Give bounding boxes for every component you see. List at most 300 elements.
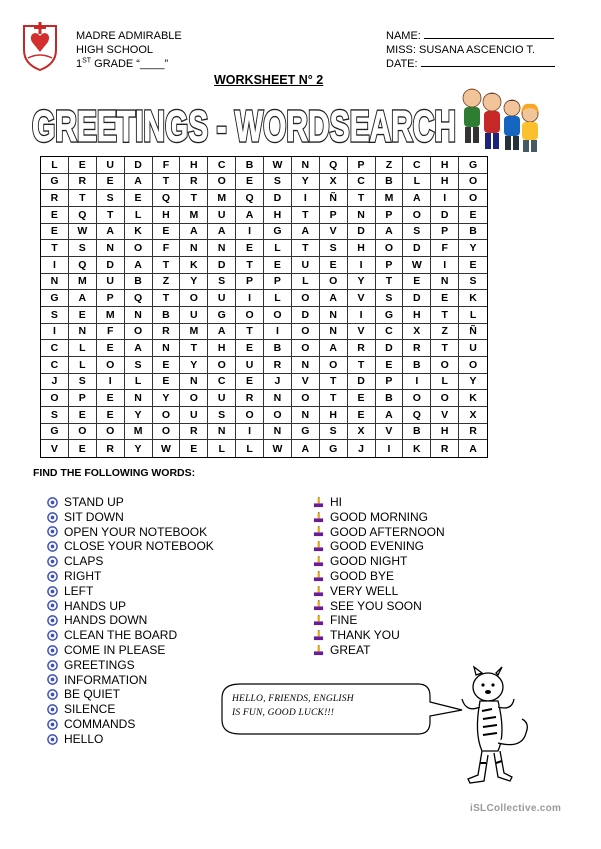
grid-cell[interactable]: O bbox=[208, 357, 236, 374]
grid-cell[interactable]: B bbox=[403, 424, 431, 441]
grid-cell[interactable]: W bbox=[264, 157, 292, 174]
grid-cell[interactable]: O bbox=[431, 390, 459, 407]
grid-cell[interactable]: E bbox=[459, 207, 487, 224]
grid-cell[interactable]: R bbox=[97, 440, 125, 457]
grid-cell[interactable]: V bbox=[292, 374, 320, 391]
grid-cell[interactable]: R bbox=[69, 174, 97, 191]
grid-cell[interactable]: N bbox=[97, 240, 125, 257]
grid-cell[interactable]: L bbox=[69, 340, 97, 357]
grid-cell[interactable]: T bbox=[292, 207, 320, 224]
grid-cell[interactable]: B bbox=[376, 174, 404, 191]
grid-cell[interactable]: E bbox=[41, 207, 69, 224]
grid-cell[interactable]: O bbox=[403, 390, 431, 407]
grid-cell[interactable]: D bbox=[264, 190, 292, 207]
grid-cell[interactable]: I bbox=[348, 257, 376, 274]
grid-cell[interactable]: U bbox=[180, 307, 208, 324]
grid-cell[interactable]: A bbox=[125, 174, 153, 191]
grid-cell[interactable]: O bbox=[125, 240, 153, 257]
grid-cell[interactable]: A bbox=[125, 257, 153, 274]
grid-cell[interactable]: I bbox=[236, 424, 264, 441]
grid-cell[interactable]: N bbox=[125, 307, 153, 324]
grid-cell[interactable]: K bbox=[125, 224, 153, 241]
spiral-bullet-icon bbox=[47, 630, 58, 641]
grid-cell[interactable]: J bbox=[264, 374, 292, 391]
grid-cell[interactable]: O bbox=[236, 307, 264, 324]
grid-cell[interactable]: I bbox=[348, 307, 376, 324]
grid-cell[interactable]: E bbox=[403, 274, 431, 291]
grid-cell[interactable]: I bbox=[376, 440, 404, 457]
grid-cell[interactable]: Y bbox=[125, 440, 153, 457]
grid-cell[interactable]: R bbox=[180, 174, 208, 191]
grid-cell[interactable]: T bbox=[431, 340, 459, 357]
grid-cell[interactable]: Y bbox=[125, 407, 153, 424]
grid-cell[interactable]: Z bbox=[376, 157, 404, 174]
grid-cell[interactable]: H bbox=[431, 157, 459, 174]
grid-cell[interactable]: A bbox=[292, 224, 320, 241]
grid-cell[interactable]: W bbox=[264, 440, 292, 457]
grid-cell[interactable]: W bbox=[403, 257, 431, 274]
grid-cell[interactable]: B bbox=[153, 307, 181, 324]
grid-cell[interactable]: R bbox=[459, 424, 487, 441]
grid-cell[interactable]: E bbox=[69, 440, 97, 457]
grid-cell[interactable]: T bbox=[431, 307, 459, 324]
word-list-item bbox=[47, 687, 214, 702]
grid-cell[interactable]: H bbox=[153, 207, 181, 224]
grid-cell[interactable]: L bbox=[264, 290, 292, 307]
grid-cell[interactable]: V bbox=[348, 324, 376, 341]
grid-cell[interactable]: E bbox=[431, 290, 459, 307]
grid-cell[interactable]: A bbox=[69, 290, 97, 307]
grid-cell[interactable]: Y bbox=[292, 174, 320, 191]
grid-cell[interactable]: U bbox=[208, 390, 236, 407]
grid-cell[interactable]: H bbox=[320, 407, 348, 424]
grid-cell[interactable]: D bbox=[97, 257, 125, 274]
grade-blank[interactable]: ____ bbox=[139, 58, 165, 70]
grid-cell[interactable]: S bbox=[69, 374, 97, 391]
grid-cell[interactable]: L bbox=[264, 240, 292, 257]
grid-cell[interactable]: G bbox=[41, 424, 69, 441]
grid-cell[interactable]: I bbox=[97, 374, 125, 391]
grid-cell[interactable]: I bbox=[41, 324, 69, 341]
grid-cell[interactable]: P bbox=[376, 207, 404, 224]
grid-cell[interactable]: D bbox=[208, 257, 236, 274]
grid-cell[interactable]: T bbox=[41, 240, 69, 257]
grid-cell[interactable]: O bbox=[264, 407, 292, 424]
grid-cell[interactable]: Y bbox=[153, 390, 181, 407]
grid-cell[interactable]: P bbox=[431, 224, 459, 241]
grid-cell[interactable]: O bbox=[236, 407, 264, 424]
grid-cell[interactable]: S bbox=[41, 407, 69, 424]
grid-cell[interactable]: F bbox=[431, 240, 459, 257]
grid-cell[interactable]: H bbox=[403, 307, 431, 324]
grid-cell[interactable]: E bbox=[69, 157, 97, 174]
grid-cell[interactable]: P bbox=[236, 274, 264, 291]
grid-cell[interactable]: O bbox=[153, 407, 181, 424]
grid-cell[interactable]: T bbox=[376, 274, 404, 291]
grid-cell[interactable]: O bbox=[292, 340, 320, 357]
grid-cell[interactable]: T bbox=[236, 324, 264, 341]
grid-cell[interactable]: T bbox=[292, 240, 320, 257]
grid-cell[interactable]: N bbox=[180, 240, 208, 257]
grid-cell[interactable]: O bbox=[97, 424, 125, 441]
grid-cell[interactable]: T bbox=[153, 290, 181, 307]
grid-cell[interactable]: M bbox=[97, 307, 125, 324]
grid-cell[interactable]: A bbox=[292, 440, 320, 457]
grid-cell[interactable]: N bbox=[348, 207, 376, 224]
grid-cell[interactable]: V bbox=[41, 440, 69, 457]
grid-cell[interactable]: A bbox=[125, 340, 153, 357]
word-list-item bbox=[313, 599, 445, 614]
grid-cell[interactable]: G bbox=[376, 307, 404, 324]
grid-cell[interactable]: L bbox=[292, 274, 320, 291]
spiral-bullet-icon bbox=[47, 674, 58, 685]
grid-cell[interactable]: Q bbox=[320, 157, 348, 174]
grid-cell[interactable]: T bbox=[97, 207, 125, 224]
grid-cell[interactable]: A bbox=[403, 190, 431, 207]
grid-cell[interactable]: D bbox=[431, 207, 459, 224]
grid-cell[interactable]: E bbox=[153, 224, 181, 241]
grid-cell[interactable]: N bbox=[125, 390, 153, 407]
grid-cell[interactable]: N bbox=[208, 240, 236, 257]
grid-cell[interactable]: O bbox=[459, 174, 487, 191]
grid-cell[interactable]: E bbox=[153, 357, 181, 374]
grid-cell[interactable]: L bbox=[459, 307, 487, 324]
grid-cell[interactable]: R bbox=[41, 190, 69, 207]
grid-cell[interactable]: V bbox=[431, 407, 459, 424]
grid-cell[interactable]: N bbox=[153, 340, 181, 357]
grid-cell[interactable]: E bbox=[97, 340, 125, 357]
grid-cell[interactable]: S bbox=[208, 407, 236, 424]
grid-cell[interactable]: C bbox=[208, 374, 236, 391]
grid-cell[interactable]: K bbox=[403, 440, 431, 457]
grid-cell[interactable]: K bbox=[180, 257, 208, 274]
grid-cell[interactable]: G bbox=[208, 307, 236, 324]
grid-cell[interactable]: S bbox=[320, 424, 348, 441]
grid-cell[interactable]: C bbox=[376, 324, 404, 341]
grid-cell[interactable]: C bbox=[208, 157, 236, 174]
grid-cell[interactable]: Z bbox=[431, 324, 459, 341]
grid-cell[interactable]: C bbox=[403, 157, 431, 174]
grid-cell[interactable]: I bbox=[431, 190, 459, 207]
grid-cell[interactable]: C bbox=[41, 357, 69, 374]
grid-cell[interactable]: T bbox=[348, 190, 376, 207]
grid-cell[interactable]: E bbox=[69, 307, 97, 324]
grid-cell[interactable]: N bbox=[208, 424, 236, 441]
grid-cell[interactable]: T bbox=[236, 257, 264, 274]
grid-cell[interactable]: I bbox=[236, 290, 264, 307]
grid-cell[interactable]: X bbox=[459, 407, 487, 424]
grid-cell[interactable]: Y bbox=[180, 274, 208, 291]
grid-cell[interactable]: P bbox=[69, 390, 97, 407]
grid-cell[interactable]: G bbox=[459, 157, 487, 174]
grid-cell[interactable]: G bbox=[41, 290, 69, 307]
grid-cell[interactable]: E bbox=[376, 357, 404, 374]
grid-cell[interactable]: S bbox=[97, 190, 125, 207]
grid-cell[interactable]: O bbox=[403, 207, 431, 224]
worksheet-title: WORKSHEET N° 2 bbox=[214, 73, 324, 87]
grade-line bbox=[76, 57, 182, 71]
grid-cell[interactable]: G bbox=[292, 424, 320, 441]
grid-cell[interactable]: Y bbox=[459, 374, 487, 391]
grid-cell[interactable]: V bbox=[376, 424, 404, 441]
grid-cell[interactable]: T bbox=[153, 257, 181, 274]
grid-cell[interactable]: A bbox=[208, 324, 236, 341]
grid-cell[interactable]: M bbox=[69, 274, 97, 291]
grid-cell[interactable]: R bbox=[180, 424, 208, 441]
grid-cell[interactable]: L bbox=[69, 357, 97, 374]
grid-cell[interactable]: Q bbox=[236, 190, 264, 207]
grid-cell[interactable]: A bbox=[97, 224, 125, 241]
grid-cell[interactable]: O bbox=[320, 357, 348, 374]
grid-cell[interactable]: O bbox=[292, 290, 320, 307]
grid-cell[interactable]: Q bbox=[69, 257, 97, 274]
grid-cell[interactable]: O bbox=[41, 390, 69, 407]
grid-cell[interactable]: P bbox=[264, 274, 292, 291]
grid-cell[interactable]: U bbox=[208, 290, 236, 307]
grid-cell[interactable]: E bbox=[153, 374, 181, 391]
grid-cell[interactable]: S bbox=[41, 307, 69, 324]
grid-cell[interactable]: U bbox=[292, 257, 320, 274]
grid-cell[interactable]: O bbox=[292, 390, 320, 407]
grid-cell[interactable]: R bbox=[403, 340, 431, 357]
grid-cell[interactable]: S bbox=[403, 224, 431, 241]
grid-cell[interactable]: K bbox=[459, 390, 487, 407]
grid-cell[interactable]: N bbox=[292, 157, 320, 174]
grid-cell[interactable]: T bbox=[69, 190, 97, 207]
grid-cell[interactable]: E bbox=[236, 374, 264, 391]
grid-cell[interactable]: T bbox=[153, 174, 181, 191]
grid-cell[interactable]: N bbox=[431, 274, 459, 291]
grid-cell[interactable]: T bbox=[180, 190, 208, 207]
grid-cell[interactable]: F bbox=[153, 240, 181, 257]
grid-cell[interactable]: U bbox=[97, 157, 125, 174]
grid-cell[interactable]: O bbox=[376, 240, 404, 257]
grid-cell[interactable]: O bbox=[459, 357, 487, 374]
grid-cell[interactable]: D bbox=[403, 290, 431, 307]
grid-cell[interactable]: E bbox=[180, 440, 208, 457]
grid-cell[interactable]: Ñ bbox=[320, 190, 348, 207]
grid-cell[interactable]: M bbox=[180, 207, 208, 224]
grid-cell[interactable]: E bbox=[348, 390, 376, 407]
grid-cell[interactable]: O bbox=[292, 324, 320, 341]
grid-cell[interactable]: X bbox=[403, 324, 431, 341]
grid-cell[interactable]: R bbox=[236, 390, 264, 407]
grid-cell[interactable]: C bbox=[41, 340, 69, 357]
grid-cell[interactable]: E bbox=[236, 240, 264, 257]
grid-cell[interactable]: B bbox=[459, 224, 487, 241]
grid-cell[interactable]: W bbox=[69, 224, 97, 241]
grid-cell[interactable]: D bbox=[348, 374, 376, 391]
grid-cell[interactable]: Q bbox=[403, 407, 431, 424]
grid-cell[interactable]: D bbox=[348, 224, 376, 241]
grid-cell[interactable]: B bbox=[264, 340, 292, 357]
grid-cell[interactable]: Q bbox=[125, 290, 153, 307]
grid-cell[interactable]: N bbox=[69, 324, 97, 341]
grid-cell[interactable]: E bbox=[264, 257, 292, 274]
grid-cell[interactable]: N bbox=[264, 390, 292, 407]
grid-cell[interactable]: A bbox=[469, 442, 477, 455]
grid-cell[interactable]: R bbox=[431, 440, 459, 457]
grid-cell[interactable]: N bbox=[292, 407, 320, 424]
grid-cell[interactable]: N bbox=[320, 307, 348, 324]
word-list-item bbox=[47, 643, 214, 658]
grid-cell[interactable]: A bbox=[208, 224, 236, 241]
grid-cell[interactable]: V bbox=[320, 224, 348, 241]
grid-cell[interactable]: Y bbox=[348, 274, 376, 291]
grid-cell[interactable]: A bbox=[376, 224, 404, 241]
grid-cell[interactable]: G bbox=[320, 440, 348, 457]
grid-cell[interactable]: A bbox=[236, 207, 264, 224]
grid-cell[interactable]: V bbox=[348, 290, 376, 307]
grid-cell[interactable]: X bbox=[320, 174, 348, 191]
grid-cell[interactable]: I bbox=[264, 324, 292, 341]
grid-cell[interactable]: H bbox=[431, 174, 459, 191]
grid-cell[interactable]: S bbox=[69, 240, 97, 257]
grid-cell[interactable]: I bbox=[41, 257, 69, 274]
grid-cell[interactable]: E bbox=[459, 257, 487, 274]
grid-cell[interactable]: H bbox=[264, 207, 292, 224]
grid-cell[interactable]: T bbox=[320, 390, 348, 407]
grid-cell[interactable]: E bbox=[97, 174, 125, 191]
grid-cell[interactable]: W bbox=[153, 440, 181, 457]
grid-cell[interactable]: N bbox=[264, 424, 292, 441]
grid-cell[interactable]: G bbox=[41, 174, 69, 191]
grid-cell[interactable]: H bbox=[180, 157, 208, 174]
grid-cell[interactable]: T bbox=[320, 374, 348, 391]
grid-cell[interactable]: Z bbox=[153, 274, 181, 291]
grid-cell[interactable]: J bbox=[348, 440, 376, 457]
grid-cell[interactable]: O bbox=[320, 274, 348, 291]
grid-cell[interactable]: U bbox=[180, 407, 208, 424]
grid-cell[interactable]: O bbox=[180, 290, 208, 307]
grid-cell[interactable]: Q bbox=[153, 190, 181, 207]
grid-cell[interactable]: E bbox=[125, 190, 153, 207]
grid-cell[interactable]: L bbox=[125, 374, 153, 391]
grid-cell[interactable]: T bbox=[180, 340, 208, 357]
grid-cell[interactable]: S bbox=[376, 290, 404, 307]
grid-cell[interactable]: L bbox=[41, 157, 69, 174]
grid-cell[interactable]: O bbox=[180, 390, 208, 407]
grid-cell[interactable]: I bbox=[236, 224, 264, 241]
grid-cell[interactable]: O bbox=[459, 190, 487, 207]
grid-cell[interactable]: S bbox=[459, 274, 487, 291]
grid-cell[interactable]: P bbox=[376, 374, 404, 391]
grid-cell[interactable]: M bbox=[376, 190, 404, 207]
grid-cell[interactable]: Y bbox=[180, 357, 208, 374]
grid-cell[interactable]: S bbox=[125, 357, 153, 374]
grid-cell[interactable]: E bbox=[320, 257, 348, 274]
grid-cell[interactable]: S bbox=[320, 240, 348, 257]
grid-cell[interactable]: D bbox=[403, 240, 431, 257]
grid-cell[interactable]: D bbox=[376, 340, 404, 357]
grid-cell[interactable]: O bbox=[69, 424, 97, 441]
grid-cell[interactable]: B bbox=[236, 157, 264, 174]
grid-cell[interactable]: Q bbox=[69, 207, 97, 224]
grid-cell[interactable]: E bbox=[97, 390, 125, 407]
grid-cell[interactable]: F bbox=[153, 157, 181, 174]
grid-cell[interactable]: I bbox=[431, 257, 459, 274]
grid-cell[interactable]: S bbox=[208, 274, 236, 291]
grid-cell[interactable]: Ñ bbox=[459, 324, 487, 341]
grid-cell[interactable]: M bbox=[125, 424, 153, 441]
grid-cell[interactable]: P bbox=[348, 157, 376, 174]
grid-cell[interactable]: O bbox=[97, 357, 125, 374]
grid-cell[interactable]: I bbox=[292, 190, 320, 207]
grid-cell[interactable]: N bbox=[41, 274, 69, 291]
grid-cell[interactable]: L bbox=[431, 374, 459, 391]
grid-cell[interactable]: P bbox=[320, 207, 348, 224]
grid-cell[interactable]: B bbox=[125, 274, 153, 291]
grid-cell[interactable]: X bbox=[348, 424, 376, 441]
grid-cell[interactable]: U bbox=[459, 340, 487, 357]
grid-cell[interactable]: O bbox=[431, 357, 459, 374]
grid-cell[interactable]: A bbox=[376, 407, 404, 424]
grid-cell[interactable]: D bbox=[292, 307, 320, 324]
name-field[interactable] bbox=[424, 29, 554, 39]
spiral-bullet-icon bbox=[47, 571, 58, 582]
grid-cell[interactable]: K bbox=[459, 290, 487, 307]
grid-cell[interactable]: F bbox=[97, 324, 125, 341]
grid-cell[interactable]: A bbox=[320, 290, 348, 307]
grid-cell[interactable]: H bbox=[348, 240, 376, 257]
bubble-line1: HELLO, FRIENDS, ENGLISH bbox=[232, 694, 354, 704]
grid-cell[interactable]: O bbox=[208, 174, 236, 191]
grid-cell[interactable]: O bbox=[153, 424, 181, 441]
grid-cell[interactable]: P bbox=[376, 257, 404, 274]
grid-cell[interactable]: I bbox=[403, 374, 431, 391]
grid-cell[interactable]: A bbox=[320, 340, 348, 357]
grid-cell[interactable]: S bbox=[264, 174, 292, 191]
grid-cell[interactable]: O bbox=[125, 324, 153, 341]
grid-cell[interactable]: G bbox=[264, 224, 292, 241]
grid-cell[interactable]: B bbox=[376, 390, 404, 407]
grid-cell[interactable]: E bbox=[97, 407, 125, 424]
grid-cell[interactable]: T bbox=[348, 357, 376, 374]
grid-cell[interactable]: R bbox=[348, 340, 376, 357]
grid-cell[interactable]: U bbox=[208, 207, 236, 224]
grid-cell[interactable]: E bbox=[69, 407, 97, 424]
grid-cell[interactable]: L bbox=[403, 174, 431, 191]
grid-cell[interactable]: O bbox=[264, 307, 292, 324]
grid-cell[interactable]: C bbox=[348, 174, 376, 191]
grid-cell[interactable]: Y bbox=[459, 240, 487, 257]
grid-cell[interactable]: N bbox=[292, 357, 320, 374]
grid-cell[interactable]: M bbox=[208, 190, 236, 207]
grid-cell[interactable]: H bbox=[431, 424, 459, 441]
grid-cell[interactable]: E bbox=[236, 174, 264, 191]
grid-cell[interactable]: N bbox=[180, 374, 208, 391]
grid-cell[interactable]: N bbox=[320, 324, 348, 341]
grid-cell[interactable]: L bbox=[125, 207, 153, 224]
grid-cell[interactable]: E bbox=[348, 407, 376, 424]
grid-cell[interactable]: U bbox=[236, 357, 264, 374]
grid-cell[interactable]: L bbox=[236, 440, 264, 457]
grid-cell[interactable]: E bbox=[236, 340, 264, 357]
grid-cell[interactable]: R bbox=[153, 324, 181, 341]
grid-cell[interactable]: E bbox=[41, 224, 69, 241]
grid-cell[interactable]: U bbox=[97, 274, 125, 291]
grid-cell[interactable]: L bbox=[208, 440, 236, 457]
grid-cell[interactable]: J bbox=[41, 374, 69, 391]
grid-cell[interactable]: H bbox=[208, 340, 236, 357]
grid-cell[interactable]: A bbox=[180, 224, 208, 241]
grid-cell[interactable]: R bbox=[264, 357, 292, 374]
grid-cell[interactable]: P bbox=[97, 290, 125, 307]
grid-cell[interactable]: B bbox=[403, 357, 431, 374]
grid-cell[interactable]: D bbox=[125, 157, 153, 174]
date-field[interactable] bbox=[421, 57, 555, 67]
grid-cell[interactable]: M bbox=[180, 324, 208, 341]
